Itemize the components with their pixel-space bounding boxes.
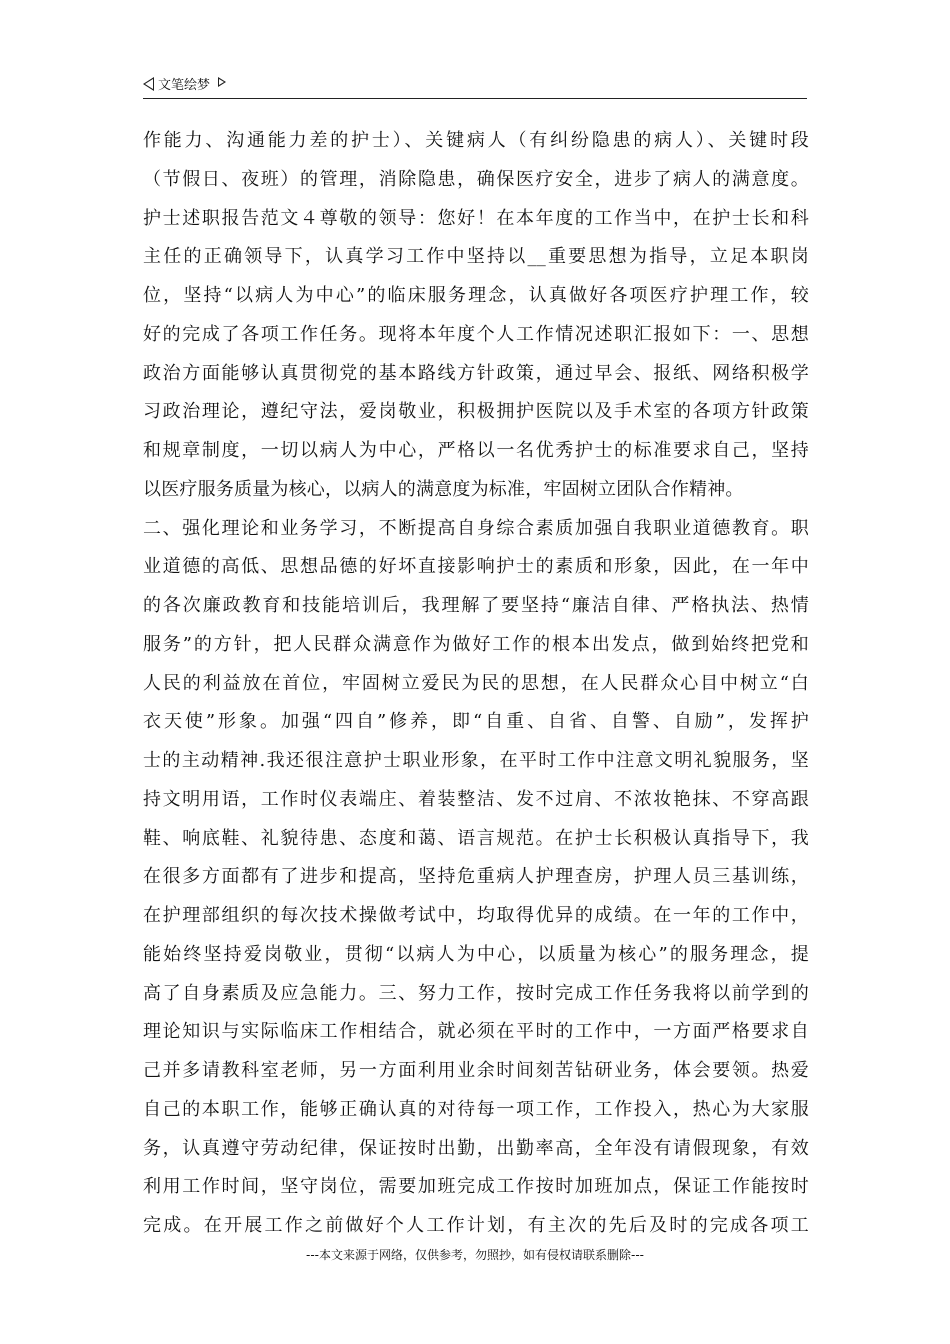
- body-line: （节假日、夜班）的管理，消除隐患，确保医疗安全，进步了病人的满意度。: [143, 168, 809, 190]
- body-line: 习政治理论，遵纪守法，爱岗敬业，积极拥护医院以及手术室的各项方针政策: [143, 401, 809, 423]
- body-line: 作能力、沟通能力差的护士）、关键病人（有纠纷隐患的病人）、关键时段: [143, 130, 809, 151]
- body-line: 士的主动精神.我还很注意护士职业形象，在平时工作中注意文明礼貌服务，坚: [143, 750, 809, 771]
- brand: [143, 74, 226, 93]
- body-line: 利用工作时间，坚守岗位，需要加班完成工作按时加班加点，保证工作能按时: [143, 1176, 809, 1198]
- left-triangle-icon: [143, 77, 154, 91]
- body-line: 护士述职报告范文４尊敬的领导：您好！在本年度的工作当中，在护士长和科: [143, 207, 809, 229]
- right-triangle-icon: [218, 77, 226, 87]
- body-line: 的各次廉政教育和技能培训后，我理解了要坚持“廉洁自律、严格执法、热情: [143, 595, 809, 616]
- body-line: 能始终坚持爱岗敬业，贯彻“以病人为中心，以质量为核心”的服务理念，提: [143, 943, 809, 965]
- body-line: 以医疗服务质量为核心，以病人的满意度为标准，牢固树立团队合作精神。: [143, 478, 744, 500]
- body-line: 鞋、响底鞋、礼貌待患、态度和蔼、语言规范。在护士长积极认真指导下，我: [143, 827, 809, 849]
- body-line: 位，坚持“以病人为中心”的临床服务理念，认真做好各项医疗护理工作，较: [143, 285, 809, 306]
- body-line: 理论知识与实际临床工作相结合，就必须在平时的工作中，一方面严格要求自: [143, 1021, 809, 1043]
- body-line: 务，认真遵守劳动纪律，保证按时出勤，出勤率高，全年没有请假现象，有效: [143, 1137, 809, 1159]
- body-line: 和规章制度，一切以病人为中心，严格以一名优秀护士的标准要求自己，坚持: [143, 440, 809, 461]
- body-line: 政治方面能够认真贯彻党的基本路线方针政策，通过早会、报纸、网络积极学: [143, 362, 809, 384]
- page-header: [143, 72, 807, 99]
- body-line: 自己的本职工作，能够正确认真的对待每一项工作，工作投入，热心为大家服: [143, 1098, 809, 1120]
- body-line: 高了自身素质及应急能力。三、努力工作，按时完成工作任务我将以前学到的: [143, 982, 809, 1004]
- footer-notice: ---本文来源于网络，仅供参考，勿照抄，如有侵权请联系删除---: [306, 1248, 644, 1262]
- body-line: 业道德的高低、思想品德的好坏直接影响护士的素质和形象，因此，在一年中: [143, 556, 809, 578]
- brand-name: 文笔绘梦: [158, 78, 211, 93]
- body-line: 服务”的方针，把人民群众满意作为做好工作的根本出发点，做到始终把党和: [143, 633, 809, 655]
- document-body: [143, 122, 809, 1246]
- body-line: 完成。在开展工作之前做好个人工作计划，有主次的先后及时的完成各项工: [143, 1215, 809, 1236]
- body-line: 持文明用语，工作时仪表端庄、着装整洁、发不过肩、不浓妆艳抹、不穿高跟: [143, 788, 809, 810]
- body-line: 二、强化理论和业务学习，不断提高自身综合素质加强自我职业道德教育。职: [143, 517, 809, 539]
- body-line: 在护理部组织的每次技术操做考试中，均取得优异的成绩。在一年的工作中，: [143, 905, 809, 926]
- body-line: 在很多方面都有了进步和提高，坚持危重病人护理查房，护理人员三基训练，: [143, 866, 809, 888]
- body-line: 主任的正确领导下，认真学习工作中坚持以__重要思想为指导，立足本职岗: [143, 246, 809, 268]
- body-line: 己并多请教科室老师，另一方面利用业余时间刻苦钻研业务，体会要领。热爱: [143, 1060, 809, 1081]
- body-line: 好的完成了各项工作任务。现将本年度个人工作情况述职汇报如下：一、思想: [143, 323, 809, 345]
- body-line: 人民的利益放在首位，牢固树立爱民为民的思想，在人民群众心目中树立“白: [143, 672, 809, 694]
- body-line: 衣天使”形象。加强“四自”修养，即“自重、自省、自警、自励”，发挥护: [143, 711, 809, 733]
